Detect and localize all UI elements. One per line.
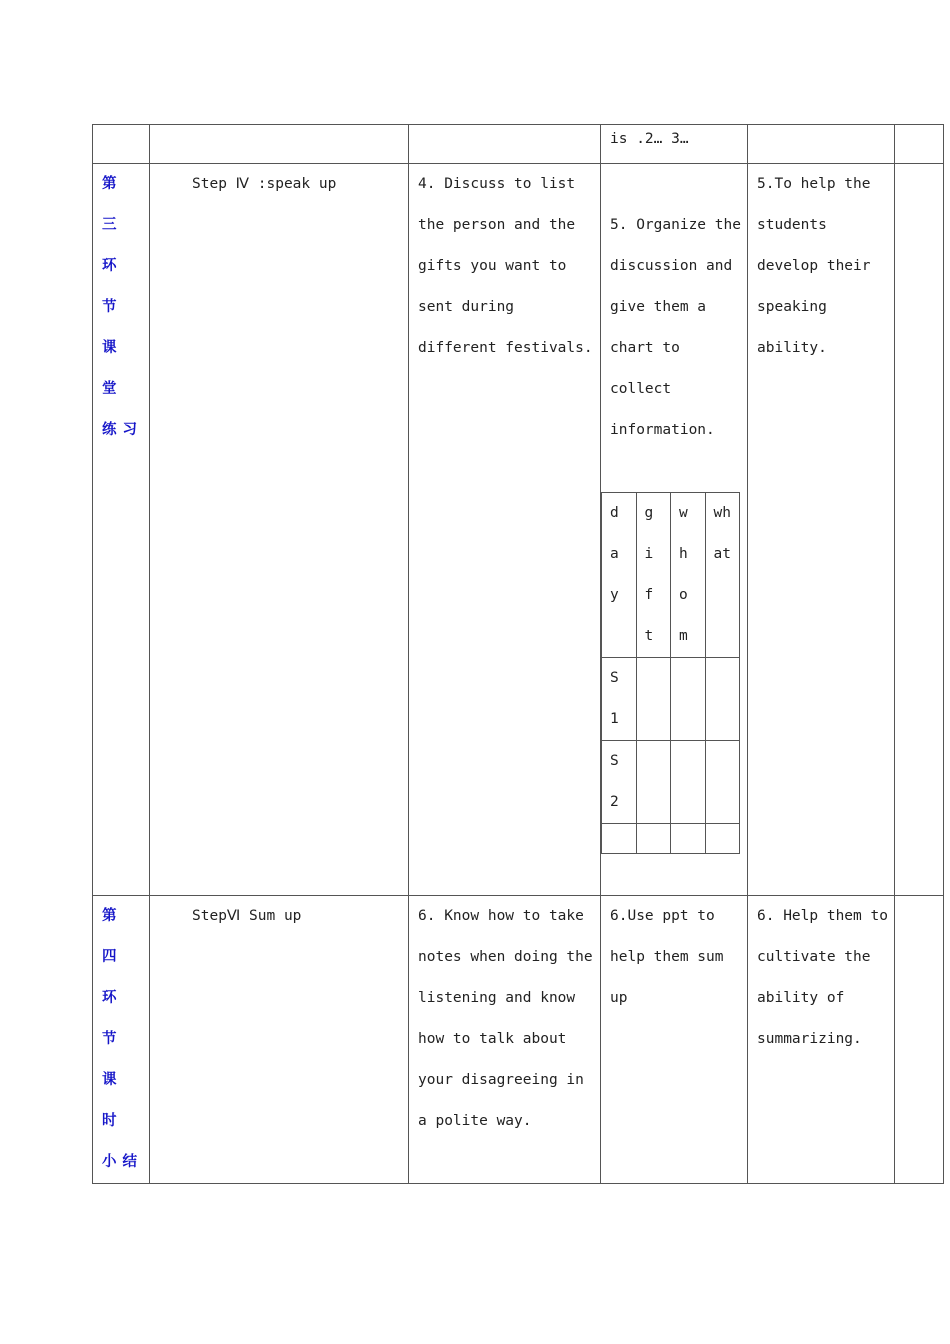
chart-header: wh at [705,493,740,658]
table-cell [895,896,944,1184]
table-cell [748,125,895,164]
teacher-activity-cell: 6.Use ppt to help them sum up [601,896,748,1184]
chart-row [602,658,740,741]
step-title: StepⅥ Sum up [150,896,409,1184]
table-cell [895,125,944,164]
chart-header: g i f t [636,493,671,658]
stage-label: 第 四 环 节 课 时 小结 [93,896,150,1184]
teacher-activity-cell [601,164,748,896]
table-row [93,896,944,1184]
teacher-activity-text: 5. Organize the discussion and give them a chart to collect information. [610,217,741,438]
table-cell [150,125,409,164]
lesson-plan-table [92,124,944,1184]
purpose-cell: 5.To help the students develop their speaking ability. [748,164,895,896]
chart-cell [636,824,671,854]
table-cell [895,164,944,896]
chart-cell [705,658,740,741]
chart-cell [671,741,706,824]
teacher-activity-cell: is .2… 3… [601,125,748,164]
stage-label: 第 三 环 节 课 堂 练习 [93,164,150,896]
chart-header: w h o m [671,493,706,658]
chart-cell [705,741,740,824]
chart-row-label: S 1 [602,658,637,741]
info-chart [601,492,740,854]
table-cell [409,125,601,164]
table-row [93,125,944,164]
chart-header-row [602,493,740,658]
chart-row-label: S 2 [602,741,637,824]
chart-row [602,741,740,824]
student-activity-cell: 6. Know how to take notes when doing the listening and know how to talk about your disagreeing in a polite way. [409,896,601,1184]
table-row [93,164,944,896]
chart-header: d a y [602,493,637,658]
chart-cell [636,658,671,741]
chart-cell [671,658,706,741]
chart-cell [602,824,637,854]
chart-cell [671,824,706,854]
purpose-cell: 6. Help them to cultivate the ability of summarizing. [748,896,895,1184]
chart-cell [705,824,740,854]
step-title: Step Ⅳ :speak up [150,164,409,896]
chart-cell [636,741,671,824]
chart-row [602,824,740,854]
student-activity-cell: 4. Discuss to list the person and the gifts you want to sent during different festivals. [409,164,601,896]
table-cell [93,125,150,164]
